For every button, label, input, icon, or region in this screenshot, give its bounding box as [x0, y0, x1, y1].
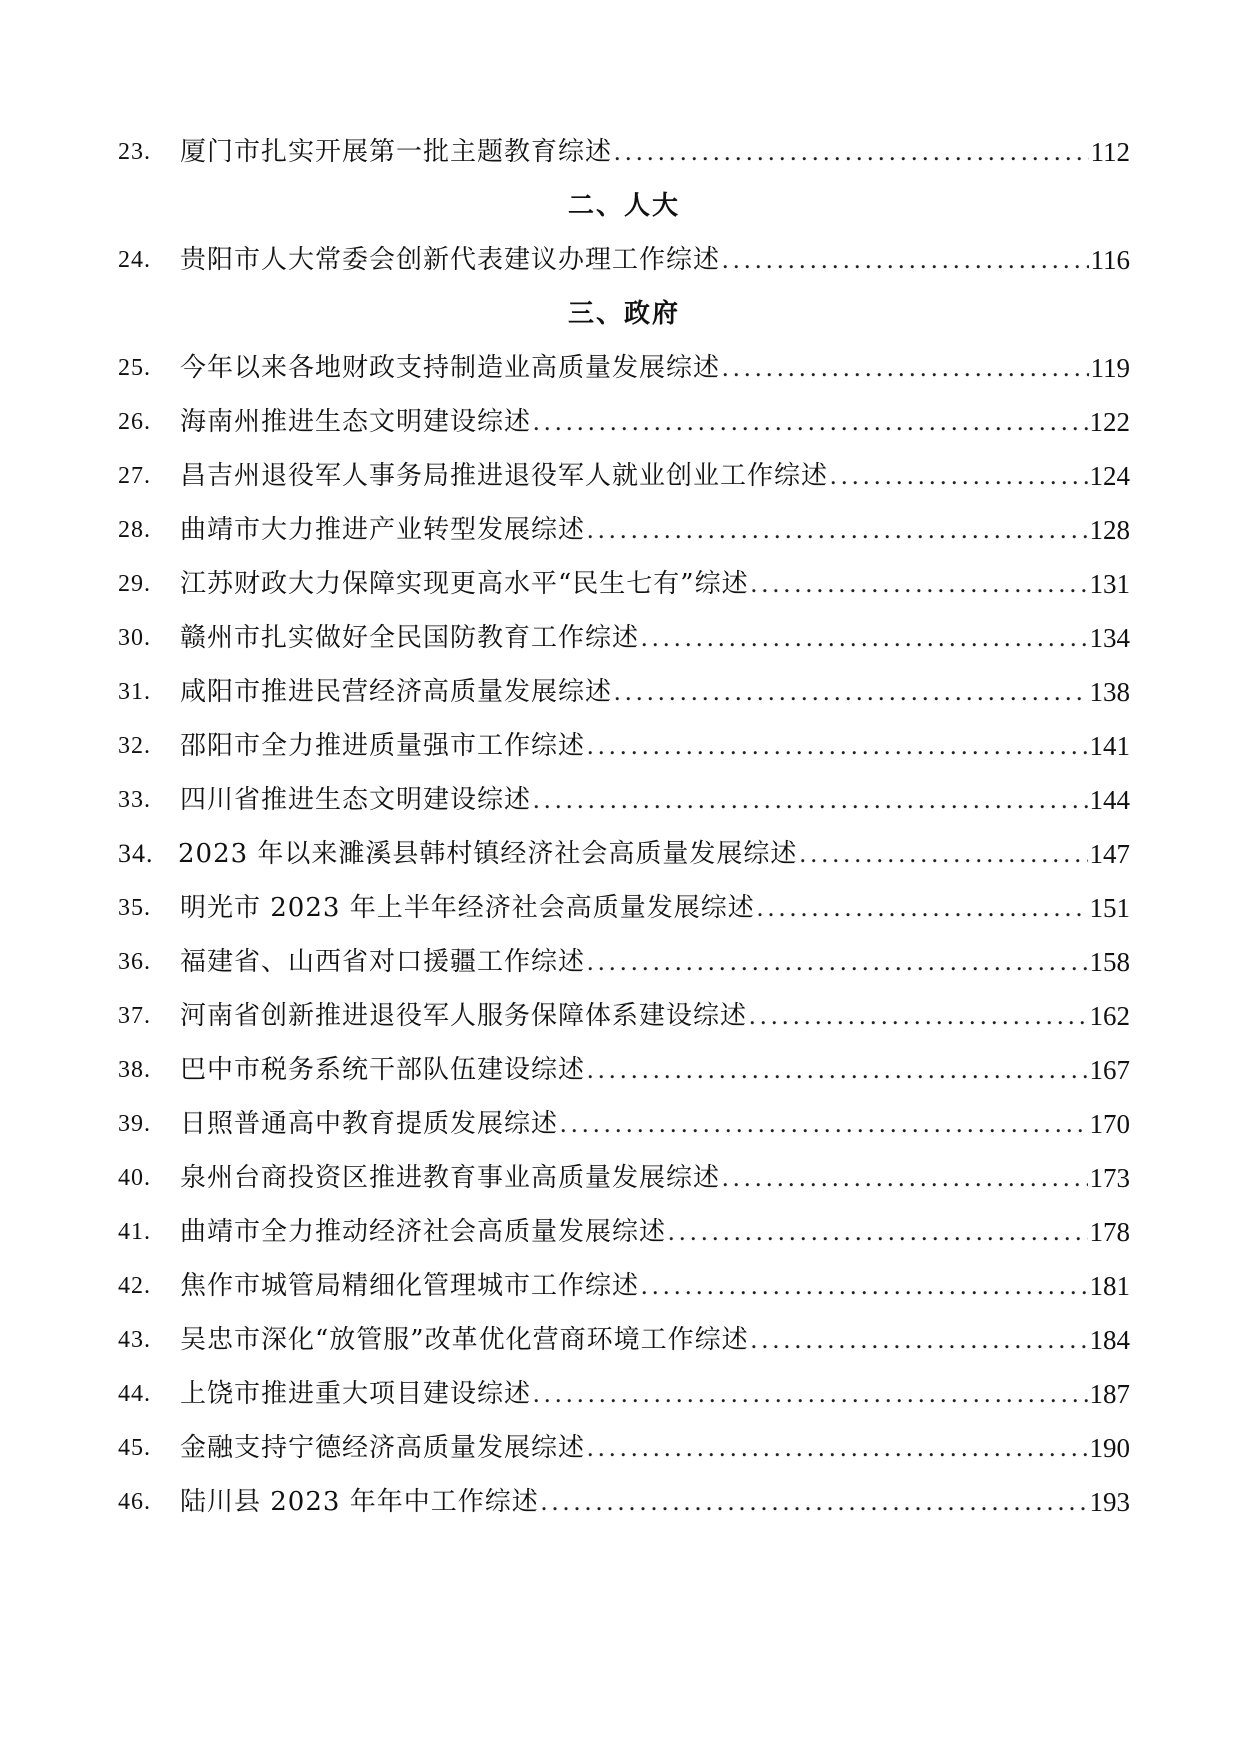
- toc-entry[interactable]: [118, 449, 1130, 503]
- dot-leader: [722, 341, 1088, 395]
- dot-leader: [757, 881, 1088, 935]
- entry-title: 江苏财政大力保障实现更高水平“民生七有”综述: [180, 569, 749, 599]
- entry-title: 海南州推进生态文明建设综述: [180, 407, 532, 437]
- dot-leader: [751, 557, 1088, 611]
- entry-title: 巴中市税务系统干部队伍建设综述: [180, 1055, 586, 1085]
- entry-number: 36.: [118, 949, 151, 975]
- toc-entry[interactable]: [118, 1421, 1130, 1475]
- toc-entry[interactable]: [118, 395, 1130, 449]
- entry-number: 41.: [118, 1219, 151, 1245]
- entry-number: 33.: [118, 787, 151, 813]
- entry-number: 45.: [118, 1435, 151, 1461]
- entry-number: 44.: [118, 1381, 151, 1407]
- entry-title: 泉州台商投资区推进教育事业高质量发展综述: [180, 1163, 721, 1193]
- entry-page-number: 162: [1089, 1001, 1130, 1031]
- dot-leader: [533, 395, 1087, 449]
- toc-entry[interactable]: [118, 1043, 1130, 1097]
- entry-number: 42.: [118, 1273, 151, 1299]
- toc-entry[interactable]: [118, 503, 1130, 557]
- entry-title: 明光市 2023 年上半年经济社会高质量发展综述: [180, 893, 755, 923]
- dot-leader: [722, 1151, 1087, 1205]
- entry-page-number: 122: [1089, 407, 1130, 437]
- entry-page-number: 124: [1089, 461, 1130, 491]
- toc-entry[interactable]: [118, 1205, 1130, 1259]
- entry-page-number: 178: [1089, 1217, 1130, 1247]
- entry-page-number: 193: [1089, 1487, 1130, 1517]
- toc-entry[interactable]: [118, 1151, 1130, 1205]
- dot-leader: [668, 1205, 1087, 1259]
- entry-number: 32.: [118, 733, 151, 759]
- entry-page-number: 134: [1089, 623, 1130, 653]
- toc-entry[interactable]: [118, 1097, 1130, 1151]
- entry-page-number: 181: [1089, 1271, 1130, 1301]
- entry-title: 邵阳市全力推进质量强市工作综述: [180, 731, 586, 761]
- entry-title: 陆川县 2023 年年中工作综述: [180, 1487, 539, 1517]
- toc-entry[interactable]: [118, 125, 1130, 179]
- toc-entry[interactable]: [118, 935, 1130, 989]
- dot-leader: [751, 1313, 1088, 1367]
- toc-entry[interactable]: [118, 1313, 1130, 1367]
- entry-number: 46.: [118, 1489, 151, 1515]
- dot-leader: [641, 1259, 1087, 1313]
- section-heading: [118, 179, 1130, 233]
- toc-entry[interactable]: [118, 881, 1130, 935]
- dot-leader: [587, 1043, 1087, 1097]
- dot-leader: [541, 1475, 1088, 1529]
- entry-number: 37.: [118, 1003, 151, 1029]
- entry-number: 38.: [118, 1057, 151, 1083]
- entry-number: 29.: [118, 571, 151, 597]
- entry-page-number: 173: [1089, 1163, 1130, 1193]
- entry-title: 赣州市扎实做好全民国防教育工作综述: [180, 623, 640, 653]
- section-title: 三、政府: [567, 299, 680, 329]
- entry-number: 31.: [118, 679, 151, 705]
- toc-entry[interactable]: [118, 1259, 1130, 1313]
- entry-page-number: 128: [1089, 515, 1130, 545]
- entry-page-number: 187: [1089, 1379, 1130, 1409]
- entry-title: 曲靖市全力推动经济社会高质量发展综述: [180, 1217, 667, 1247]
- toc-entry[interactable]: [118, 827, 1130, 881]
- section-title: 二、人大: [567, 191, 680, 221]
- entry-page-number: 184: [1089, 1325, 1130, 1355]
- entry-page-number: 112: [1090, 137, 1130, 167]
- dot-leader: [587, 1421, 1087, 1475]
- toc-entry[interactable]: [118, 665, 1130, 719]
- entry-title: 焦作市城管局精细化管理城市工作综述: [180, 1271, 640, 1301]
- entry-page-number: 170: [1089, 1109, 1130, 1139]
- toc-entry[interactable]: [118, 773, 1130, 827]
- toc-entry[interactable]: [118, 989, 1130, 1043]
- toc-entry[interactable]: [118, 1475, 1130, 1529]
- entry-number: 24.: [118, 247, 151, 273]
- entry-number: 27.: [118, 463, 151, 489]
- entry-page-number: 151: [1089, 893, 1130, 923]
- entry-number: 43.: [118, 1327, 151, 1353]
- entry-title: 河南省创新推进退役军人服务保障体系建设综述: [180, 1001, 748, 1031]
- entry-number: 25.: [118, 355, 151, 381]
- entry-number: 30.: [118, 625, 151, 651]
- entry-number: 39.: [118, 1111, 151, 1137]
- entry-title: 2023 年以来濉溪县韩村镇经济社会高质量发展综述: [178, 839, 798, 869]
- entry-title: 贵阳市人大常委会创新代表建议办理工作综述: [180, 245, 721, 275]
- entry-title: 上饶市推进重大项目建设综述: [180, 1379, 532, 1409]
- entry-page-number: 141: [1089, 731, 1130, 761]
- dot-leader: [533, 773, 1087, 827]
- toc-entry[interactable]: [118, 557, 1130, 611]
- dot-leader: [641, 611, 1087, 665]
- entry-title: 今年以来各地财政支持制造业高质量发展综述: [180, 353, 721, 383]
- entry-title: 厦门市扎实开展第一批主题教育综述: [180, 137, 613, 167]
- toc-entry[interactable]: [118, 611, 1130, 665]
- entry-title: 昌吉州退役军人事务局推进退役军人就业创业工作综述: [180, 461, 829, 491]
- dot-leader: [830, 449, 1087, 503]
- table-of-contents: [118, 125, 1130, 1529]
- entry-page-number: 116: [1090, 245, 1130, 275]
- entry-number: 35.: [118, 895, 151, 921]
- dot-leader: [560, 1097, 1087, 1151]
- entry-title: 日照普通高中教育提质发展综述: [180, 1109, 559, 1139]
- dot-leader: [587, 935, 1087, 989]
- dot-leader: [533, 1367, 1087, 1421]
- entry-page-number: 167: [1089, 1055, 1130, 1085]
- entry-page-number: 138: [1089, 677, 1130, 707]
- toc-entry[interactable]: [118, 719, 1130, 773]
- entry-title: 曲靖市大力推进产业转型发展综述: [180, 515, 586, 545]
- dot-leader: [614, 665, 1087, 719]
- entry-number: 23.: [118, 139, 151, 165]
- entry-number: 40.: [118, 1165, 151, 1191]
- entry-number: 28.: [118, 517, 151, 543]
- entry-title: 金融支持宁德经济高质量发展综述: [180, 1433, 586, 1463]
- entry-page-number: 147: [1089, 839, 1130, 869]
- toc-entry[interactable]: [118, 233, 1130, 287]
- entry-page-number: 131: [1089, 569, 1130, 599]
- entry-title: 吴忠市深化“放管服”改革优化营商环境工作综述: [180, 1325, 749, 1355]
- entry-page-number: 144: [1089, 785, 1130, 815]
- dot-leader: [587, 719, 1087, 773]
- entry-number: 26.: [118, 409, 151, 435]
- entry-page-number: 119: [1090, 353, 1130, 383]
- dot-leader: [749, 989, 1087, 1043]
- entry-page-number: 190: [1089, 1433, 1130, 1463]
- toc-entry[interactable]: [118, 1367, 1130, 1421]
- section-heading: [118, 287, 1130, 341]
- entry-page-number: 158: [1089, 947, 1130, 977]
- entry-title: 福建省、山西省对口援疆工作综述: [180, 947, 586, 977]
- dot-leader: [799, 827, 1087, 881]
- entry-number: 34.: [118, 839, 154, 868]
- toc-entry[interactable]: [118, 341, 1130, 395]
- entry-title: 四川省推进生态文明建设综述: [180, 785, 532, 815]
- dot-leader: [722, 233, 1088, 287]
- dot-leader: [614, 125, 1088, 179]
- dot-leader: [587, 503, 1087, 557]
- entry-title: 咸阳市推进民营经济高质量发展综述: [180, 677, 613, 707]
